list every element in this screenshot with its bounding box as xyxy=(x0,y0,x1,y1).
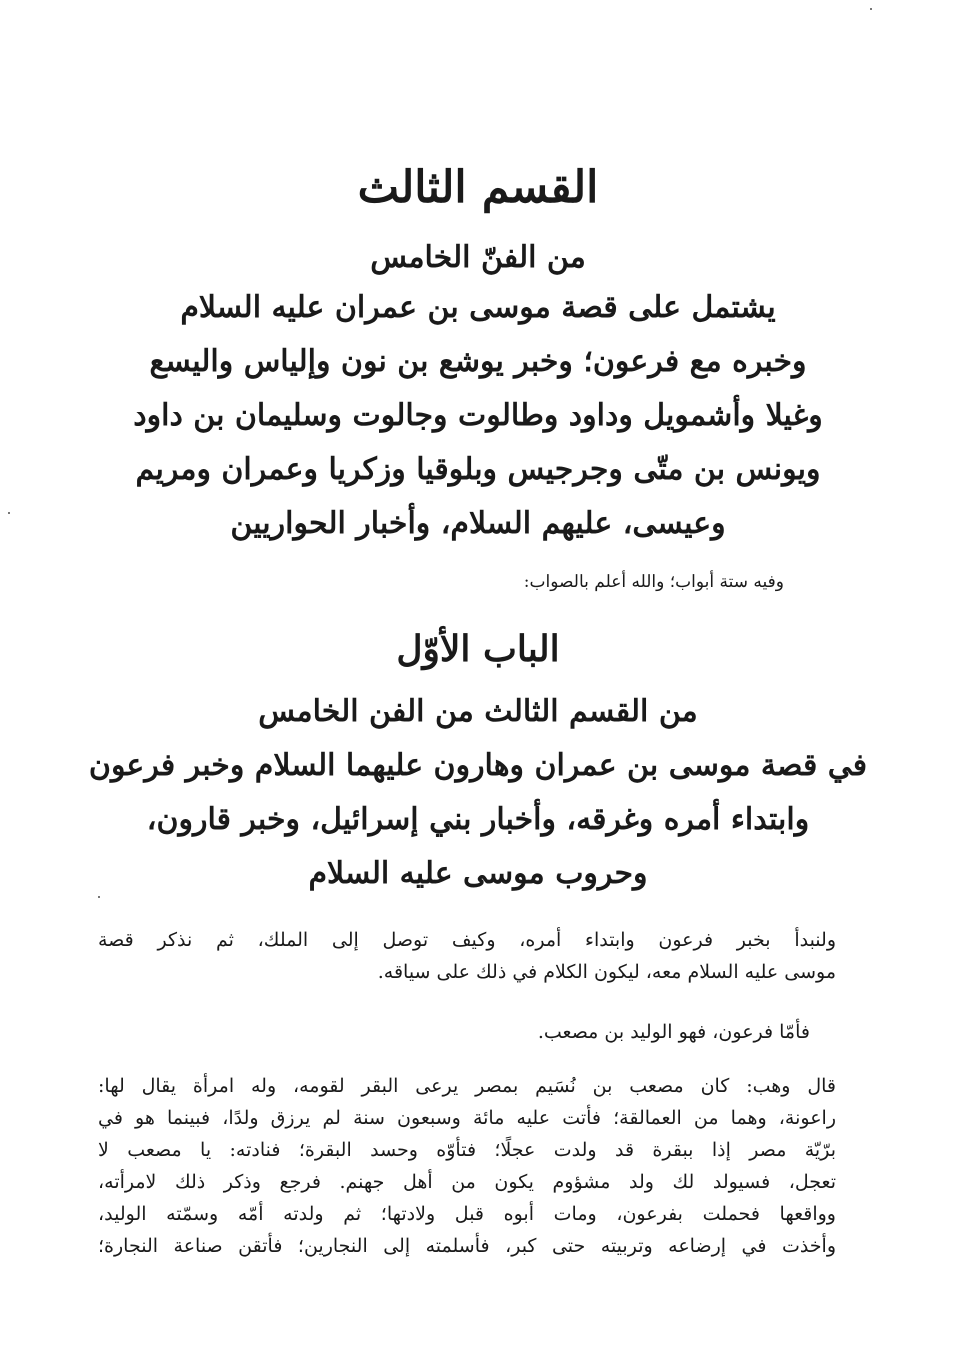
scan-speck xyxy=(870,8,872,10)
section-title: القسم الثالث xyxy=(357,162,599,213)
paragraph-wahb xyxy=(98,1070,836,1262)
section-subtitle-line: وعيسى، عليهم السلام، وأخبار الحواريين xyxy=(230,506,726,541)
paragraph-line: فأمّا فرعون، فهو الوليد بن مصعب. xyxy=(537,1021,810,1043)
chapter-subtitle-line: في قصة موسى بن عمران وهارون عليهما السلام وخبر فرعون xyxy=(88,748,868,783)
section-subtitle-line: من الفنّ الخامس xyxy=(370,240,586,275)
paragraph-line: تعجل، فسيولد لك ولد مشؤوم يكون من أهل جهنم. فرجع وذكر ذلك لامرأته، xyxy=(98,1171,836,1193)
paragraph-pharaoh xyxy=(98,1016,836,1048)
section-subtitle-line: وخبره مع فرعون؛ وخبر يوشع بن نون وإلياس واليسع xyxy=(149,344,807,379)
chapter-title: الباب الأوّل xyxy=(396,628,560,670)
section-note: وفيه ستة أبواب؛ والله أعلم بالصواب: xyxy=(523,572,784,592)
paragraph-line: ولنبدأ بخبر فرعون وابتداء أمره، وكيف توصل إلى الملك، ثم نذكر قصة xyxy=(98,929,836,951)
scan-speck xyxy=(98,896,100,898)
chapter-subtitle-line: وحروب موسى عليه السلام xyxy=(308,856,648,891)
paragraph-line: وواقعها فحملت بفرعون، ومات أبوه قبل ولادتها؛ ثم ولدته أمّه وسمّته الوليد، xyxy=(98,1203,836,1225)
section-subtitle-line: يشتمل على قصة موسى بن عمران عليه السلام xyxy=(180,290,776,325)
section-subtitle-line: وغيلا وأشمويل وداود وطالوت وجالوت وسليمان بن داود xyxy=(133,398,823,433)
section-subtitle-line: ويونس بن متّى وجرجيس وبلوقيا وزكريا وعمران ومريم xyxy=(135,452,821,487)
paragraph-line: وأخذت في إرضاعه وتربيته حتى كبر، فأسلمته إلى النجارين؛ فأتقن صناعة النجارة؛ xyxy=(98,1235,836,1257)
paragraph-intro xyxy=(98,924,836,988)
scan-speck xyxy=(8,512,10,514)
paragraph-line: قال وهب: كان مصعب بن نُسَيم بمصر يرعى البقر لقومه، وله امرأة يقال لها: xyxy=(98,1075,836,1097)
chapter-subtitle-line: من القسم الثالث من الفن الخامس xyxy=(258,694,698,729)
paragraph-line: برّيّة مصر إذا ببقرة قد ولدت عجلًا؛ فتأوّه وحسد البقرة؛ فنادته: يا مصعب لا xyxy=(98,1139,836,1161)
paragraph-line: موسى عليه السلام معه، ليكون الكلام في ذلك على سياقه. xyxy=(377,961,836,983)
chapter-subtitle-line: وابتداء أمره وغرقه، وأخبار بني إسرائيل، وخبر قارون، xyxy=(146,802,810,837)
paragraph-line: راعونة، وهما من العمالقة؛ فأتت عليه مائة وسبعون سنة لم يرزق ولدًا، فبينما هو في xyxy=(98,1107,836,1129)
